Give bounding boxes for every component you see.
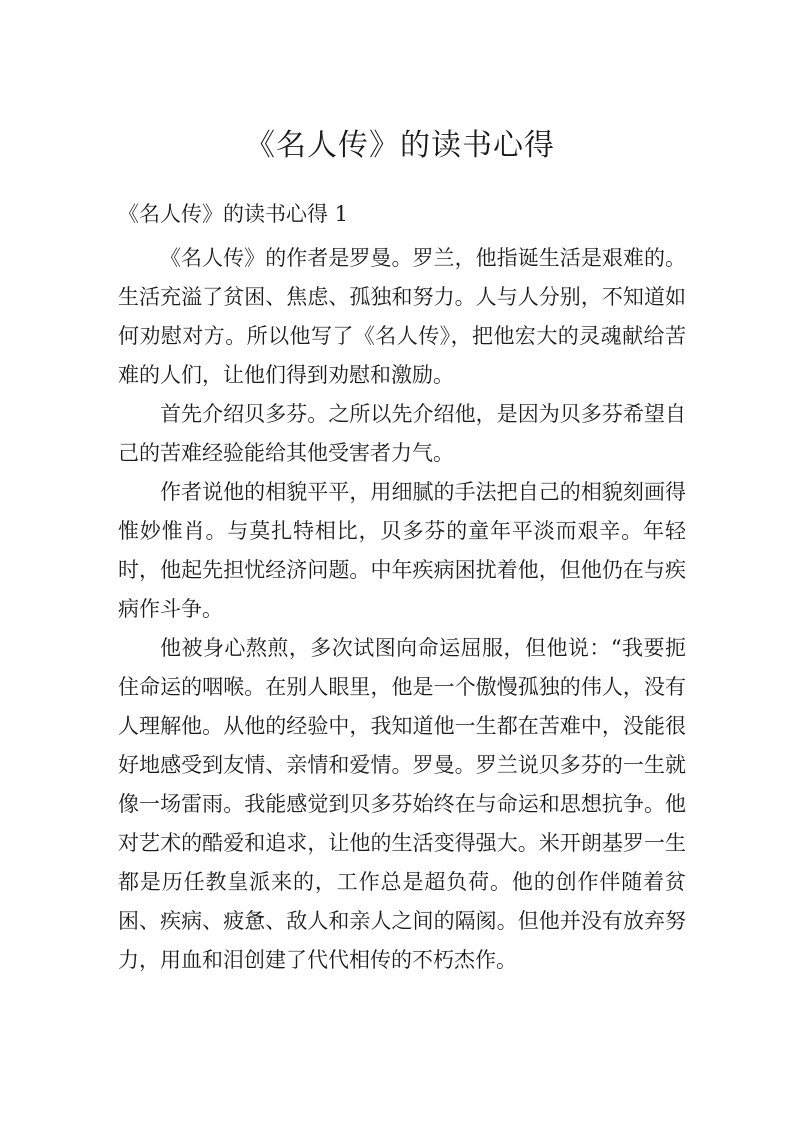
paragraph-3: 作者说他的相貌平平，用细腻的手法把自己的相貌刻画得惟妙惟肖。与莫扎特相比，贝多芬的童年平淡而艰辛。年轻时，他起先担忧经济问题。中年疾病困扰着他，但他仍在与疾病作斗争。	[118, 480, 686, 621]
paragraph-4: 他被身心熬煎，多次试图向命运屈服，但他说：“我要扼住命运的咽喉。在别人眼里，他是一个傲慢孤独的伟人，没有人理解他。从他的经验中，我知道他一生都在苦难中，没能很好地感受到友情、亲情和爱情。罗曼。罗兰说贝多芬的一生就像一场雷雨。我能感觉到贝多芬始终在与命运和思想抗争。他对艺术的酷爱和追求，让他的生活变得强大。米开朗基罗一生都是历任教皇派来的，工作总是超负荷。他的创作伴随着贫困、疾病、疲惫、敌人和亲人之间的隔阂。但他并没有放弃努力，用血和泪创建了代代相传的不朽杰作。	[118, 636, 686, 972]
document-body	[118, 239, 686, 980]
paragraph-2: 首先介绍贝多芬。之所以先介绍他，是因为贝多芬希望自己的苦难经验能给其他受害者力气。	[118, 402, 686, 465]
section-heading: 《名人传》的读书心得 1	[118, 202, 349, 226]
document-title: 《名人传》的读书心得	[245, 128, 555, 163]
paragraph-1: 《名人传》的作者是罗曼。罗兰，他指诞生活是艰难的。生活充溢了贫困、焦虑、孤独和努力。人与人分别，不知道如何劝慰对方。所以他写了《名人传》，把他宏大的灵魂献给苦难的人们，让他们得到劝慰和激励。	[118, 246, 686, 387]
